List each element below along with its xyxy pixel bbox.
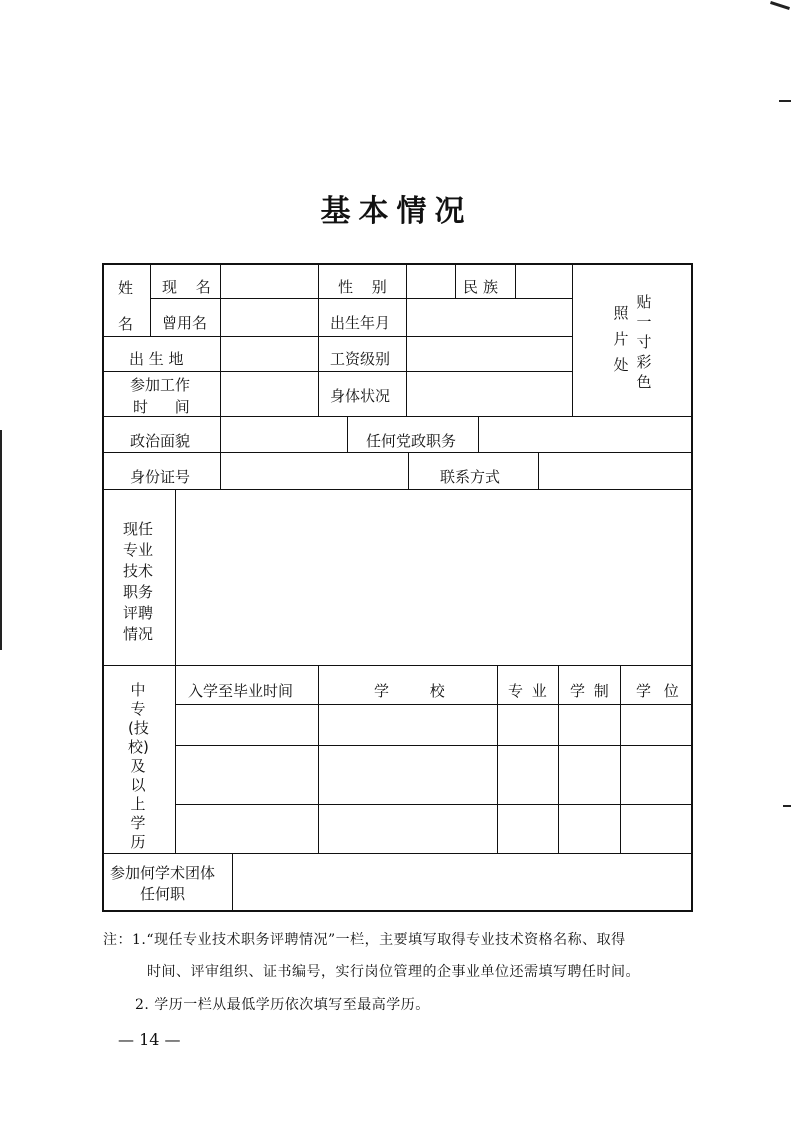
grid-line	[347, 416, 348, 452]
grid-line	[538, 452, 539, 489]
party-post-label: 任何党政职务	[366, 432, 457, 450]
grid-line	[175, 804, 693, 805]
work-start-label-1: 参加工作	[130, 376, 191, 394]
education-header-major: 专 业	[508, 682, 547, 700]
work-start-label-2: 时 间	[133, 398, 190, 416]
grid-line	[478, 416, 479, 452]
current-name-label: 现 名	[162, 278, 211, 296]
education-header-period: 入学至毕业时间	[188, 682, 294, 700]
grid-line	[102, 489, 693, 490]
education-header-school: 学 校	[374, 682, 445, 700]
note-1-line-1: 注：1.“现任专业技术职务评聘情况”一栏，主要填写取得专业技术资格名称、取得	[103, 932, 626, 948]
ethnicity-label: 民族	[463, 278, 504, 296]
grid-line	[515, 263, 516, 298]
scan-edge-mark	[0, 430, 2, 650]
grid-line	[102, 416, 693, 417]
form-frame	[102, 263, 693, 912]
name-label-bottom: 名	[118, 315, 134, 333]
scan-edge-mark	[770, 1, 790, 10]
grid-line	[318, 665, 319, 853]
photo-label-left: 照片处	[613, 304, 629, 374]
political-label: 政治面貌	[130, 432, 191, 450]
photo-label-right: 贴一寸彩色	[636, 293, 652, 391]
grid-line	[102, 665, 693, 666]
grid-line	[572, 263, 573, 416]
health-label: 身体状况	[330, 387, 391, 405]
birth-date-label: 出生年月	[330, 314, 391, 332]
grid-line	[150, 263, 151, 336]
grid-line	[102, 371, 572, 372]
grid-line	[318, 263, 319, 416]
contact-label: 联系方式	[440, 468, 501, 486]
grid-line	[102, 853, 693, 854]
former-name-label: 曾用名	[162, 314, 208, 332]
page-number: — 14 —	[118, 1030, 181, 1049]
grid-line	[406, 263, 407, 416]
grid-line	[408, 452, 409, 489]
grid-line	[175, 704, 693, 705]
grid-line	[175, 489, 176, 853]
grid-line	[102, 336, 572, 337]
appointment-label: 现任专业技术职务评聘情况	[122, 520, 153, 643]
name-label-top: 姓	[118, 279, 134, 297]
grid-line	[175, 745, 693, 746]
education-side-label: 中专(技校)及以上学历	[128, 681, 149, 851]
note-1-line-2: 时间、评审组织、证书编号，实行岗位管理的企事业单位还需填写聘任时间。	[147, 964, 640, 980]
education-header-degree: 学 位	[636, 682, 679, 700]
society-label-2: 任何职	[140, 885, 186, 903]
scan-edge-mark	[783, 805, 791, 807]
grid-line	[455, 263, 456, 298]
grid-line	[220, 263, 221, 489]
scan-edge-mark	[779, 100, 791, 102]
grid-line	[232, 853, 233, 912]
grid-line	[497, 665, 498, 853]
id-number-label: 身份证号	[130, 468, 191, 486]
page-title: 基本情况	[320, 194, 473, 229]
gender-label: 性 别	[338, 278, 387, 296]
note-2: 2. 学历一栏从最低学历依次填写至最高学历。	[135, 997, 430, 1013]
grid-line	[558, 665, 559, 853]
grid-line	[102, 452, 693, 453]
grid-line	[150, 298, 572, 299]
salary-grade-label: 工资级别	[330, 350, 391, 368]
grid-line	[620, 665, 621, 853]
birthplace-label: 出 生 地	[129, 350, 184, 368]
education-header-length: 学 制	[570, 682, 609, 700]
society-label-1: 参加何学术团体	[110, 864, 216, 882]
